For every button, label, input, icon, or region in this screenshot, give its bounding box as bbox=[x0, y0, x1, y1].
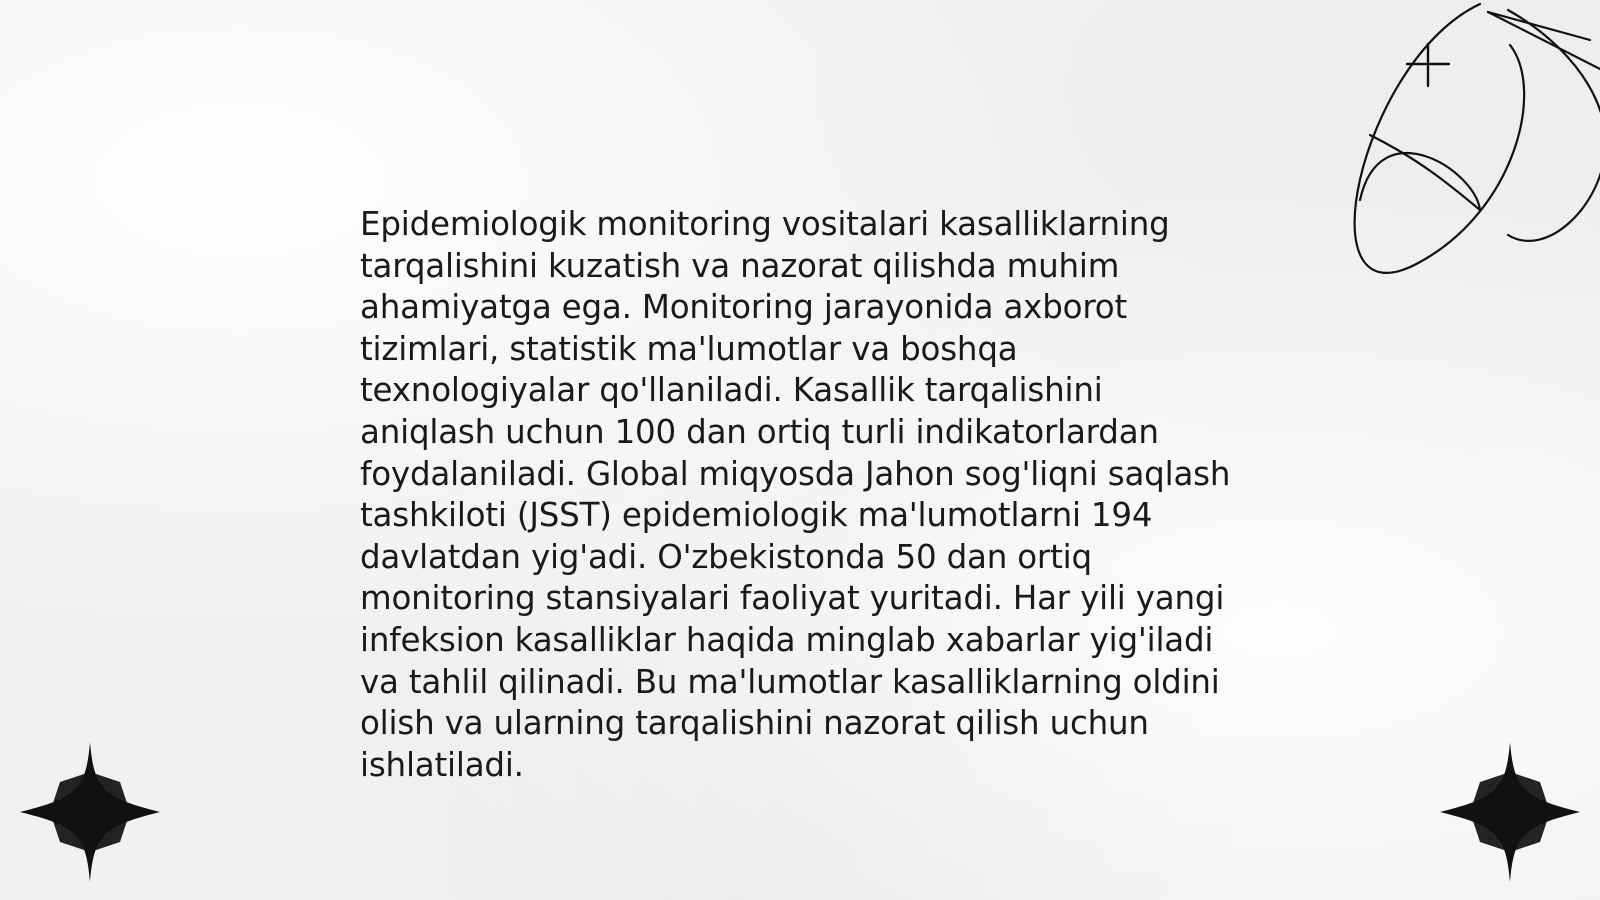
paragraph-line: ishlatiladi. bbox=[360, 745, 524, 784]
paragraph-line: foydalaniladi. Global miqyosda Jahon sog'liqni saqlash bbox=[360, 454, 1231, 493]
paragraph-line: texnologiyalar qo'llaniladi. Kasallik tarqalishini bbox=[360, 371, 1103, 410]
paragraph-line: va tahlil qilinadi. Bu ma'lumotlar kasalliklarning oldini bbox=[360, 662, 1220, 701]
paragraph-line: monitoring stansiyalari faoliyat yuritadi. Har yili yangi bbox=[360, 579, 1225, 618]
four-point-star-icon bbox=[20, 742, 160, 882]
body-paragraph bbox=[360, 204, 1260, 786]
paragraph-line: aniqlash uchun 100 dan ortiq turli indikatorlardan bbox=[360, 412, 1159, 451]
paragraph-line: Epidemiologik monitoring vositalari kasalliklarning bbox=[360, 205, 1170, 243]
paragraph-line: tizimlari, statistik ma'lumotlar va boshqa bbox=[360, 329, 1018, 368]
paragraph-line: ahamiyatga ega. Monitoring jarayonida axborot bbox=[360, 288, 1128, 327]
orbit-lines-icon bbox=[1340, 0, 1600, 290]
paragraph-line: tashkiloti (JSST) epidemiologik ma'lumotlarni 194 bbox=[360, 496, 1153, 535]
paragraph-line: davlatdan yig'adi. O'zbekistonda 50 dan ortiq bbox=[360, 537, 1092, 576]
four-point-star-icon bbox=[1440, 742, 1580, 882]
paragraph-line: infeksion kasalliklar haqida minglab xabarlar yig'iladi bbox=[360, 620, 1214, 659]
paragraph-line: olish va ularning tarqalishini nazorat qilish uchun bbox=[360, 704, 1149, 743]
paragraph-line: tarqalishini kuzatish va nazorat qilishda muhim bbox=[360, 246, 1120, 285]
